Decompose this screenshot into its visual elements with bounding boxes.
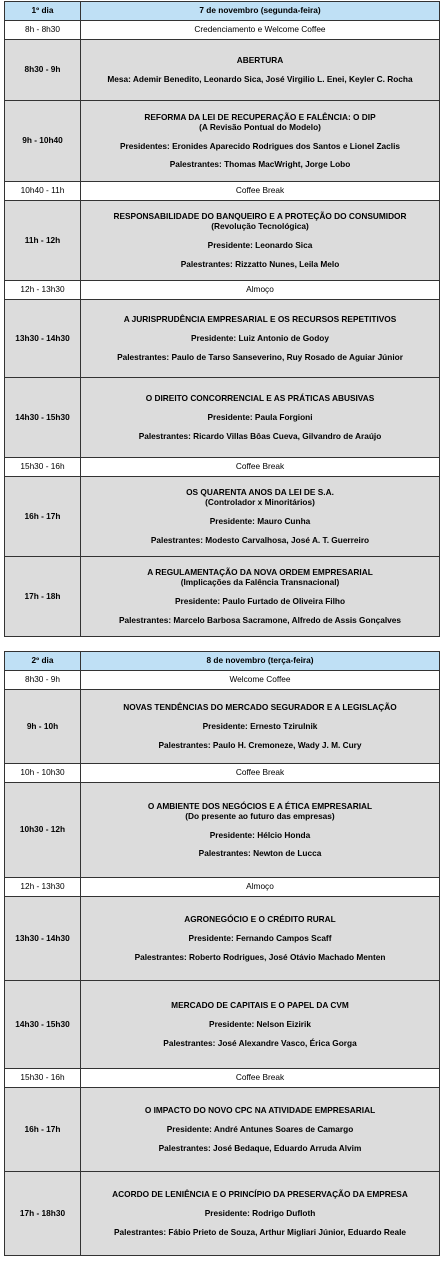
session-row [5,477,440,557]
time-slot: 8h30 - 9h [5,40,81,101]
time-slot: 14h30 - 15h30 [5,378,81,458]
time-slot: 15h30 - 16h [5,1069,81,1088]
session-title: ABERTURA [236,55,284,66]
break-row [5,878,440,897]
break-row [5,671,440,690]
session-speakers: Palestrantes: Thomas MacWright, Jorge Lobo [169,159,351,170]
time-slot: 8h - 8h30 [5,21,81,40]
session-chair: Presidente: Fernando Campos Scaff [188,933,332,944]
time-slot: 16h - 17h [5,477,81,557]
session-cell [81,897,440,981]
session-row [5,981,440,1069]
session-subtitle: (Controlador x Minoritários) [205,497,315,508]
session-title: O AMBIENTE DOS NEGÓCIOS E A ÉTICA EMPRESARIAL [147,800,373,811]
session-cell [81,378,440,458]
session-chair: Presidente: André Antunes Soares de Camargo [166,1124,354,1135]
break-row [5,1069,440,1088]
date-label: 7 de novembro (segunda-feira) [81,2,440,21]
session-chair: Mesa: Ademir Benedito, Leonardo Sica, José Virgilio L. Enei, Keyler C. Rocha [107,74,413,84]
session-cell [81,300,440,378]
session-title: RESPONSABILIDADE DO BANQUEIRO E A PROTEÇÃO DO CONSUMIDOR [113,211,407,222]
session-title: AGRONEGÓCIO E O CRÉDITO RURAL [184,914,336,925]
session-speakers: Palestrantes: Paulo de Tarso Sanseverino, Ruy Rosado de Aguiar Júnior [117,351,403,362]
session-row [5,378,440,458]
session-cell [81,101,440,182]
session-lines [83,910,437,967]
day-label: 1º dia [5,2,81,21]
break-label: Coffee Break [81,764,440,783]
session-cell [81,1088,440,1172]
session-speakers: Palestrantes: Fábio Prieto de Souza, Arthur Migliari Júnior, Eduardo Reale [114,1226,406,1237]
session-row [5,300,440,378]
day-label: 2º dia [5,652,81,671]
day-2-schedule-table [4,651,440,1256]
break-label: Coffee Break [81,1069,440,1088]
session-lines [83,389,437,446]
day-1-rows [5,2,440,637]
session-cell [81,201,440,281]
session-chair: Presidente: Nelson Eizirik [209,1019,311,1030]
session-speakers: Palestrantes: Rizzatto Nunes, Leila Melo [180,258,340,269]
day-header-row [5,652,440,671]
session-title: O DIREITO CONCORRENCIAL E AS PRÁTICAS ABUSIVAS [145,393,375,404]
break-label: Credenciamento e Welcome Coffee [81,21,440,40]
time-slot: 9h - 10h40 [5,101,81,182]
break-label: Welcome Coffee [81,671,440,690]
session-cell [81,690,440,764]
session-speakers: Palestrantes: José Alexandre Vasco, Érica Gorga [163,1037,357,1048]
session-title: O IMPACTO DO NOVO CPC NA ATIVIDADE EMPRESARIAL [144,1105,376,1116]
session-lines [83,996,437,1053]
time-slot: 9h - 10h [5,690,81,764]
session-speakers: Palestrantes: Marcelo Barbosa Sacramone, Alfredo de Assis Gonçalves [118,614,402,625]
session-subtitle: (Do presente ao futuro das empresas) [185,810,335,821]
session-lines [83,108,437,175]
session-row [5,1088,440,1172]
session-row [5,783,440,878]
time-slot: 12h - 13h30 [5,281,81,300]
session-chair: Presidente: Luiz Antonio de Godoy [191,333,329,344]
day-header-row [5,2,440,21]
session-chair: Presidentes: Eronides Aparecido Rodrigues dos Santos e Lionel Zaclis [119,140,400,151]
session-lines [83,310,437,367]
time-slot: 10h30 - 12h [5,783,81,878]
break-row [5,182,440,201]
session-row [5,40,440,101]
session-subtitle: (Implicações da Falência Transnacional) [180,577,340,588]
session-chair: Presidente: Paulo Furtado de Oliveira Filho [174,596,346,606]
day-1-schedule-table [4,1,440,637]
session-speakers: Palestrantes: Modesto Carvalhosa, José A. T. Guerreiro [150,534,370,545]
session-subtitle: (A Revisão Pontual do Modelo) [199,121,321,132]
session-lines [83,51,437,89]
time-slot: 8h30 - 9h [5,671,81,690]
session-lines [83,698,437,755]
time-slot: 11h - 12h [5,201,81,281]
time-slot: 13h30 - 14h30 [5,897,81,981]
time-slot: 10h - 10h30 [5,764,81,783]
session-cell [81,1172,440,1256]
session-chair: Presidente: Ernesto Tzirulnik [202,721,318,732]
day-2-rows [5,652,440,1256]
time-slot: 16h - 17h [5,1088,81,1172]
session-chair: Presidente: Paula Forgioni [207,412,313,423]
session-subtitle: (Revolução Tecnológica) [211,221,309,232]
session-speakers: Palestrantes: Newton de Lucca [198,848,322,859]
session-cell [81,557,440,637]
session-lines [83,207,437,274]
session-row [5,897,440,981]
session-cell [81,40,440,101]
session-lines [83,1101,437,1158]
session-title: REFORMA DA LEI DE RECUPERAÇÃO E FALÊNCIA: O DIP [144,111,376,122]
break-row [5,764,440,783]
session-title: A JURISPRUDÊNCIA EMPRESARIAL E OS RECURSOS REPETITIVOS [123,314,397,325]
time-slot: 17h - 18h30 [5,1172,81,1256]
session-speakers: Palestrantes: Paulo H. Cremoneze, Wady J. M. Cury [158,739,362,750]
session-row [5,557,440,637]
session-title: MERCADO DE CAPITAIS E O PAPEL DA CVM [171,1000,349,1011]
session-cell [81,783,440,878]
session-lines [83,1185,437,1242]
session-title: NOVAS TENDÊNCIAS DO MERCADO SEGURADOR E A LEGISLAÇÃO [123,702,397,713]
session-title: ACORDO DE LENIÊNCIA E O PRINCÍPIO DA PRESERVAÇÃO DA EMPRESA [112,1189,408,1200]
break-label: Almoço [81,281,440,300]
session-row [5,1172,440,1256]
time-slot: 12h - 13h30 [5,878,81,897]
session-chair: Presidente: Rodrigo Dufloth [204,1208,316,1219]
session-cell [81,981,440,1069]
session-title: OS QUARENTA ANOS DA LEI DE S.A. [186,487,334,498]
session-row [5,690,440,764]
session-lines [83,483,437,550]
break-label: Coffee Break [81,182,440,201]
date-label: 8 de novembro (terça-feira) [81,652,440,671]
session-lines [83,563,437,630]
break-label: Almoço [81,878,440,897]
time-slot: 10h40 - 11h [5,182,81,201]
break-row [5,281,440,300]
session-speakers: Palestrantes: Roberto Rodrigues, José Otávio Machado Menten [134,951,386,962]
session-row [5,201,440,281]
time-slot: 15h30 - 16h [5,458,81,477]
time-slot: 14h30 - 15h30 [5,981,81,1069]
time-slot: 13h30 - 14h30 [5,300,81,378]
session-chair: Presidente: Hélcio Honda [209,829,311,840]
session-lines [83,797,437,864]
break-label: Coffee Break [81,458,440,477]
session-chair: Presidente: Leonardo Sica [207,240,313,250]
session-speakers: Palestrantes: José Bedaque, Eduardo Arruda Alvim [158,1142,362,1153]
session-cell [81,477,440,557]
break-row [5,458,440,477]
session-row [5,101,440,182]
session-speakers: Palestrantes: Ricardo Villas Bôas Cueva, Gilvandro de Araújo [138,430,382,441]
session-chair: Presidente: Mauro Cunha [209,516,311,526]
time-slot: 17h - 18h [5,557,81,637]
break-row [5,21,440,40]
session-title: A REGULAMENTAÇÃO DA NOVA ORDEM EMPRESARIAL [147,567,373,578]
